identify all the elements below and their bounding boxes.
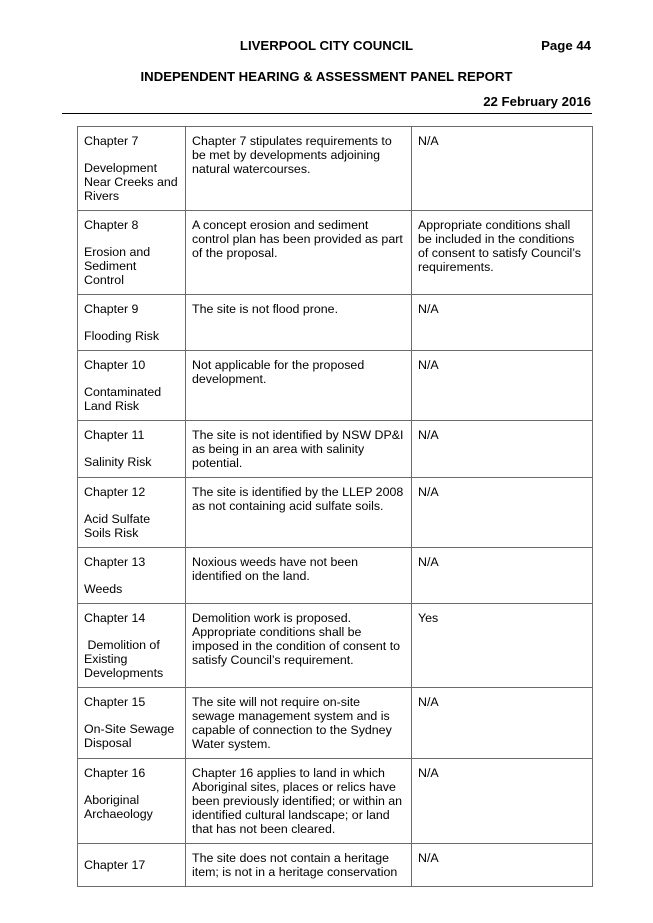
table-row (78, 604, 593, 688)
comment-cell: Noxious weeds have not been identified on the land. (186, 548, 412, 604)
chapter-cell (78, 295, 186, 351)
table-row (78, 759, 593, 844)
chapter-title: Demolition of Existing Developments (84, 638, 164, 680)
compliance-cell: N/A (412, 421, 593, 478)
compliance-cell: N/A (412, 688, 593, 759)
chapter-number: Chapter 17 (84, 858, 146, 872)
report-date: 22 February 2016 (483, 94, 591, 109)
chapter-title: Flooding Risk (84, 329, 160, 343)
compliance-cell: N/A (412, 759, 593, 844)
compliance-cell: N/A (412, 351, 593, 421)
chapter-cell (78, 478, 186, 548)
chapter-number: Chapter 12 (84, 485, 146, 499)
chapter-cell (78, 688, 186, 759)
chapter-title: Acid Sulfate Soils Risk (84, 512, 151, 540)
comment-cell: A concept erosion and sediment control plan has been provided as part of the proposal. (186, 211, 412, 295)
compliance-cell: N/A (412, 844, 593, 887)
table-row (78, 295, 593, 351)
comment-cell (186, 844, 412, 887)
page-number: Page 44 (541, 38, 591, 53)
chapter-cell (78, 548, 186, 604)
header-divider (62, 113, 592, 114)
chapter-number: Chapter 14 (84, 611, 146, 625)
chapter-number: Chapter 9 (84, 302, 139, 316)
compliance-cell: N/A (412, 478, 593, 548)
report-title: INDEPENDENT HEARING & ASSESSMENT PANEL REPORT (140, 69, 513, 84)
chapter-cell (78, 604, 186, 688)
chapter-cell (78, 127, 186, 211)
chapter-title: Erosion and Sediment Control (84, 245, 151, 287)
comment-cell: The site will not require on-site sewage management system and is capable of connection to the Sydney Water system. (186, 688, 412, 759)
compliance-table (77, 126, 593, 887)
comment-cell: The site is not flood prone. (186, 295, 412, 351)
table-row (78, 421, 593, 478)
council-name: LIVERPOOL CITY COUNCIL (239, 38, 414, 53)
chapter-number: Chapter 10 (84, 358, 146, 372)
compliance-cell: N/A (412, 127, 593, 211)
page-header (0, 38, 653, 54)
chapter-title: Weeds (84, 582, 123, 596)
table-row (78, 688, 593, 759)
comment-text: The site does not contain a heritage item; is not in a heritage conservation (192, 851, 398, 879)
chapter-cell (78, 211, 186, 295)
chapter-cell (78, 844, 186, 887)
chapter-cell (78, 759, 186, 844)
compliance-cell: N/A (412, 548, 593, 604)
chapter-title: Development Near Creeks and Rivers (84, 161, 178, 203)
comment-cell: Not applicable for the proposed development. (186, 351, 412, 421)
chapter-title: Aboriginal Archaeology (84, 793, 153, 821)
chapter-title: On-Site Sewage Disposal (84, 722, 175, 750)
chapter-cell (78, 421, 186, 478)
chapter-number: Chapter 7 (84, 134, 139, 148)
table-row (78, 127, 593, 211)
chapter-cell (78, 351, 186, 421)
comment-cell: Chapter 16 applies to land in which Aboriginal sites, places or relics have been previously identified; or within an identified cultural landscape; or land that has not been cleared. (186, 759, 412, 844)
table-row (78, 548, 593, 604)
chapter-number: Chapter 16 (84, 766, 146, 780)
comment-cell: The site is identified by the LLEP 2008 as not containing acid sulfate soils. (186, 478, 412, 548)
table-row (78, 351, 593, 421)
comment-cell: Chapter 7 stipulates requirements to be met by developments adjoining natural watercourses. (186, 127, 412, 211)
compliance-cell: N/A (412, 295, 593, 351)
compliance-cell: Yes (412, 604, 593, 688)
chapter-number: Chapter 15 (84, 695, 146, 709)
chapter-number: Chapter 11 (84, 428, 145, 442)
comment-cell: The site is not identified by NSW DP&I as being in an area with salinity potential. (186, 421, 412, 478)
table-row (78, 211, 593, 295)
chapter-title: Salinity Risk (84, 455, 152, 469)
chapter-title: Contaminated Land Risk (84, 385, 162, 413)
table-row (78, 478, 593, 548)
chapter-number: Chapter 13 (84, 555, 146, 569)
chapter-number: Chapter 8 (84, 218, 139, 232)
comment-cell: Demolition work is proposed. Appropriate conditions shall be imposed in the condition of consent to satisfy Council’s requirement. (186, 604, 412, 688)
compliance-cell: Appropriate conditions shall be included in the conditions of consent to satisfy Council’s requirements. (412, 211, 593, 295)
table-row (78, 844, 593, 887)
